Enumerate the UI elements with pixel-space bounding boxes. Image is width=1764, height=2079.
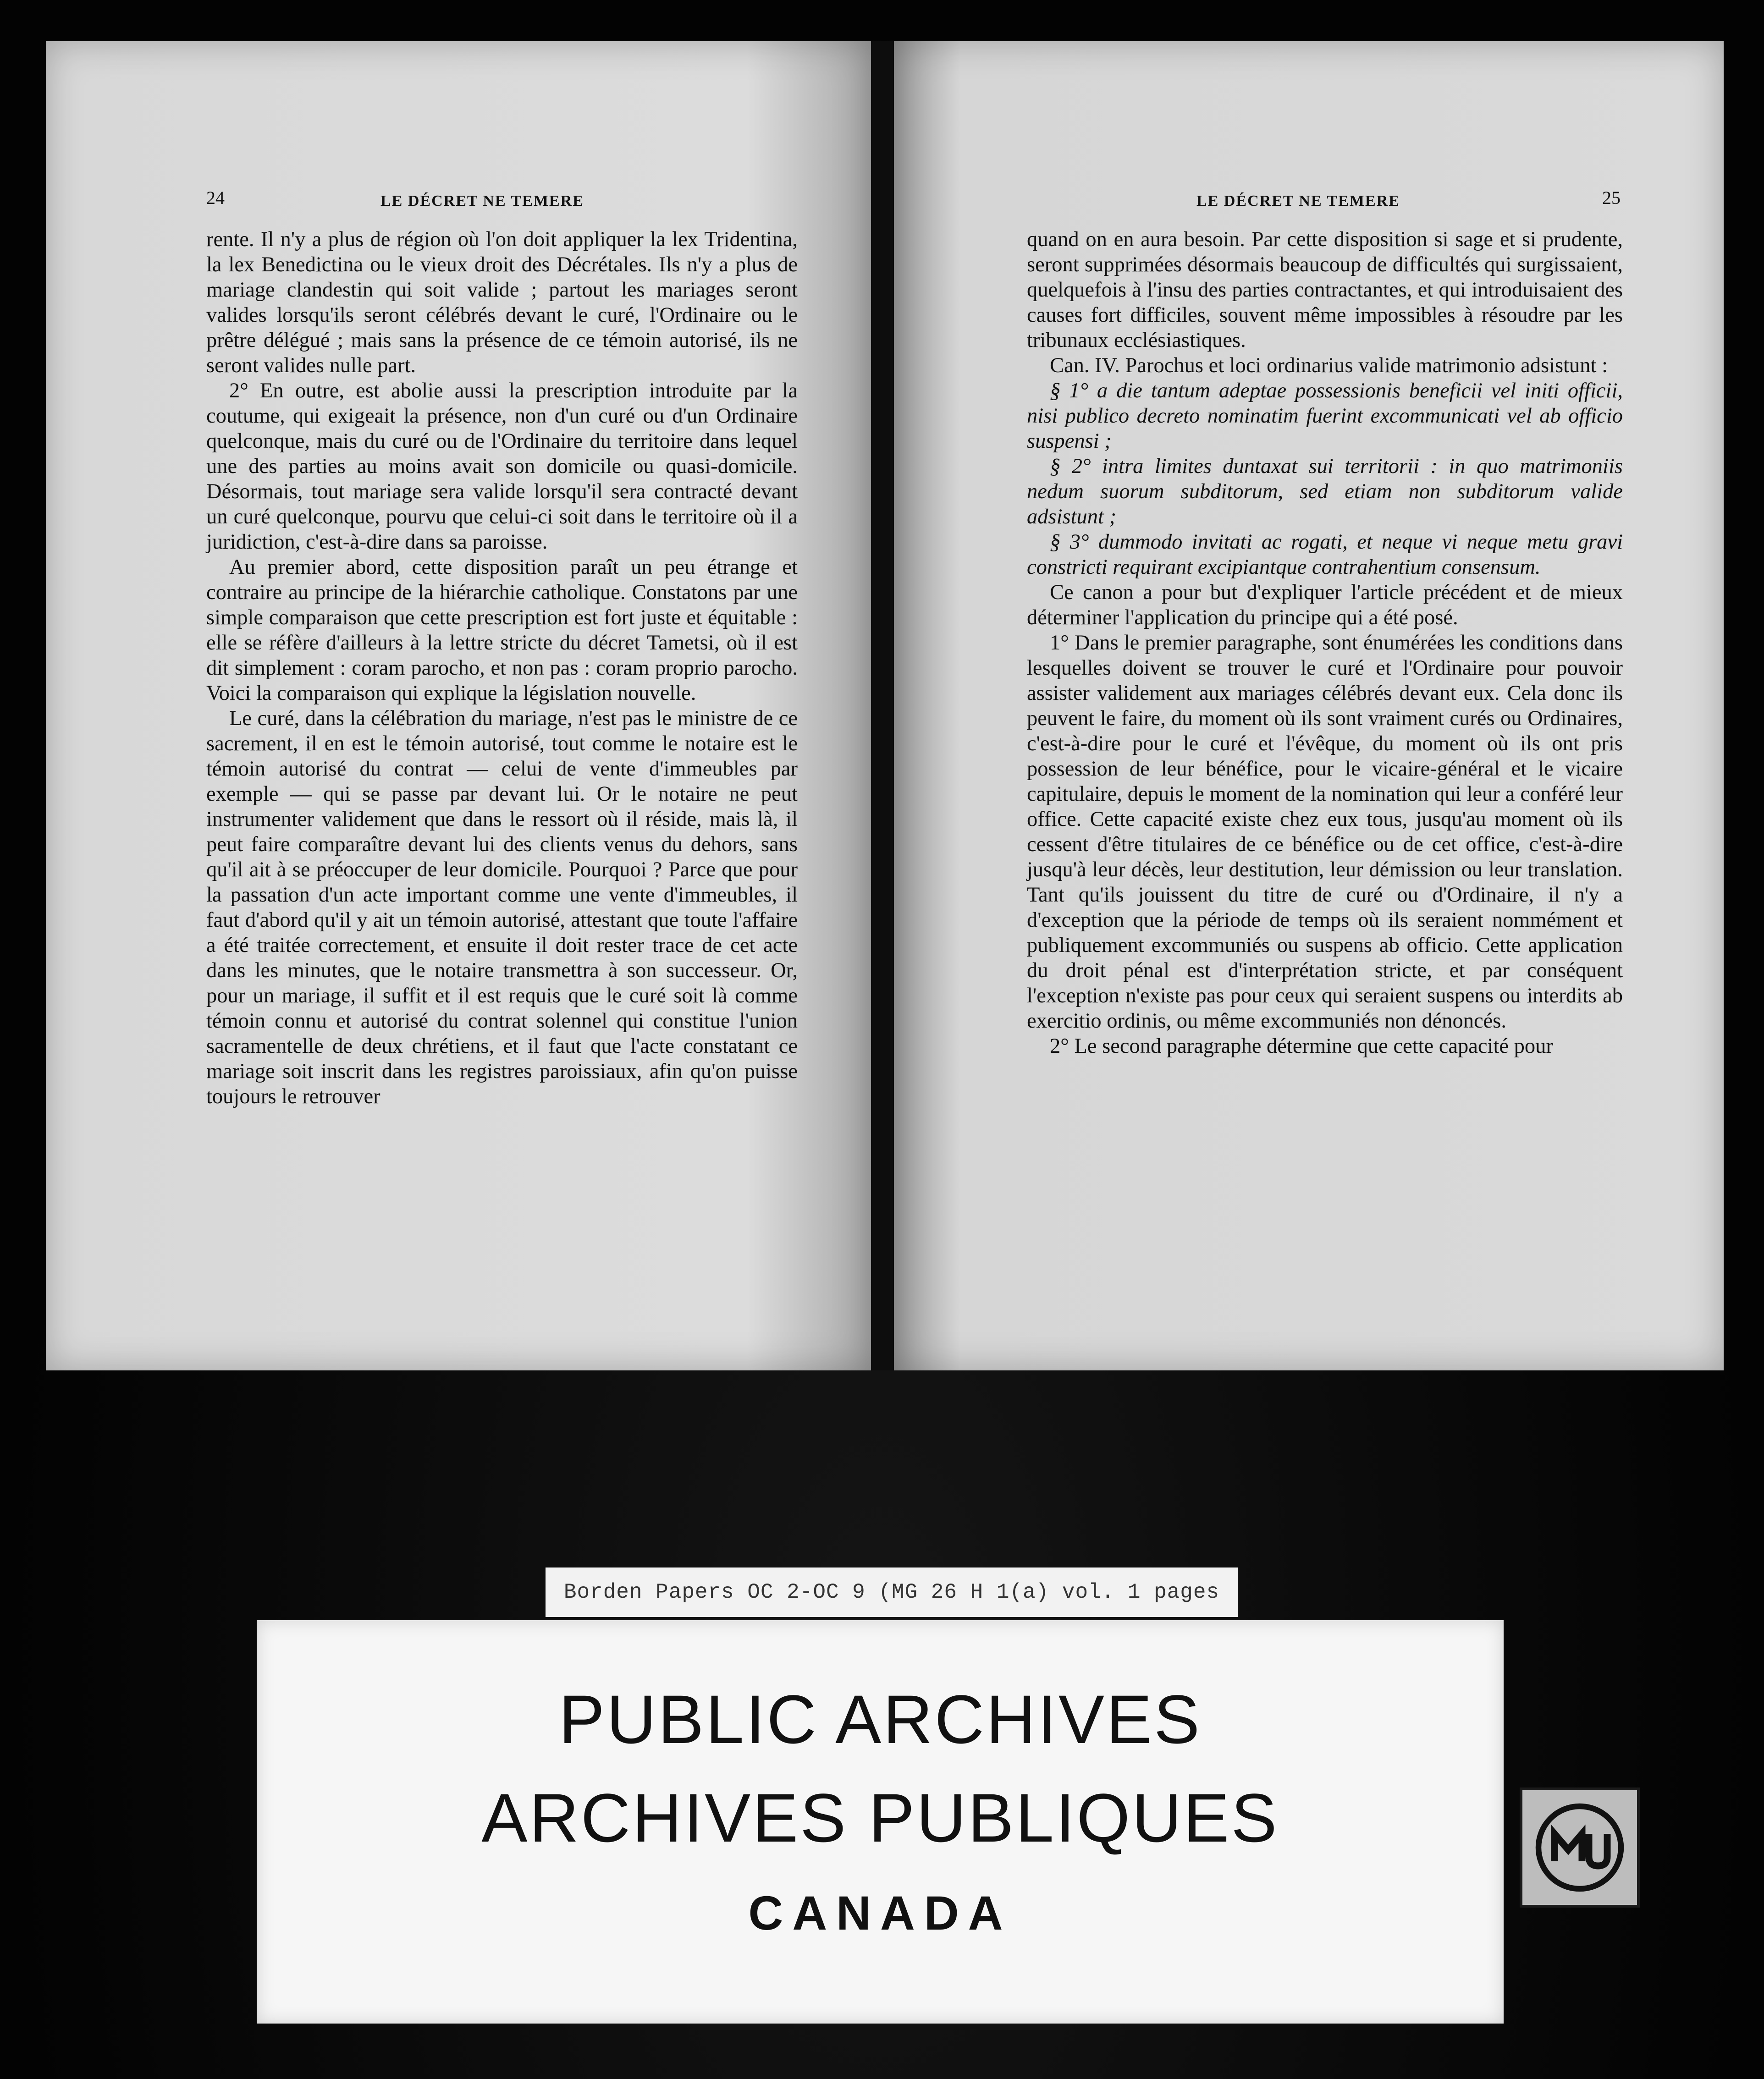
page-number: 25 [1602, 187, 1621, 208]
running-head: LE DÉCRET NE TEMERE [380, 192, 584, 209]
paragraph: Le curé, dans la célébration du mariage, n'est pas le ministre de ce sacrement, il en est le témoin autorisé, tout comme le notaire est le témoin autorisé du contrat — celui de vente d'immeubles par exemple — qui se passe par devant lui. Or le notaire ne peut instrumenter validement que dans le ressort où il réside, mais là, il peut faire comparaître devant lui des clients venus du dehors, sans qu'il ait à se préoccuper de leur domicile. Pourquoi ? Parce que pour la passation d'un acte important comme une vente d'immeubles, il faut d'abord qu'il y ait un témoin autorisé, attestant que toute l'affaire a été traitée correctement, et ensuite il doit rester trace de cet acte dans les minutes, que le notaire transmettra à son successeur. Or, pour un mariage, il suffit et il est requis que le curé soit là comme témoin connu et autorisé du contrat solennel qui constitue l'union sacramentelle de deux chrétiens, et il faut que l'acte constatant ce mariage soit inscrit dans les registres paroissiaux, afin qu'on puisse toujours le retrouver [206, 707, 798, 1108]
left-page [46, 41, 871, 1370]
paragraph: 2° Le second paragraphe détermine que cette capacité pour [1050, 1034, 1553, 1058]
paragraph: Au premier abord, cette disposition paraît un peu étrange et contraire au principe de la hiérarchie catholique. Constatons par une simple comparaison que cette prescription est fort juste et équitable : elle se réfère d'ailleurs à la lettre stricte du décret Tametsi, où il est dit simplement : coram parocho, et non pas : coram proprio parocho. Voici la comparaison qui explique la législation nouvelle. [206, 556, 798, 705]
paragraph: rente. Il n'y a plus de région où l'on doit appliquer la lex Tridentina, la lex Benedictina ou le vieux droit des Décrétales. Ils n'y a plus de mariage clandestin qui soit valide ; partout les mariages seront valides lorsqu'ils seront célébrés devant le curé, l'Ordinaire ou le prêtre délégué ; mais sans la présence de ce témoin autorisé, ils ne seront valides nulle part. [206, 228, 798, 377]
archive-title-en: PUBLIC ARCHIVES [558, 1681, 1202, 1758]
right-page [894, 41, 1724, 1370]
canon-section: § 2° intra limites duntaxat sui territorii : in quo matrimoniis nedum suorum subditorum, sed etiam non subditorum valide adsistunt ; [1027, 455, 1623, 528]
canon-section: § 3° dummodo invitati ac rogati, et neque vi neque metu gravi constricti requirant excipiantque contrahentium consensum. [1027, 530, 1623, 579]
running-head: LE DÉCRET NE TEMERE [1196, 192, 1400, 209]
paragraph: Ce canon a pour but d'expliquer l'article précédent et de mieux déterminer l'application du principe qui a été posé. [1027, 581, 1623, 629]
paragraph: 1° Dans le premier paragraphe, sont énumérées les conditions dans lesquelles doivent se trouver le curé et l'Ordinaire pour pouvoir assister validement aux mariages célébrés devant eux. Cela donc ils peuvent le faire, du moment où ils sont vraiment curés ou Ordinaires, c'est-à-dire pour le curé et l'évêque, du moment où ils ont pris possession de leur bénéfice, pour le vicaire-général et le vicaire capitulaire, depuis le moment de la nomination qui leur a conféré leur office. Cette capacité existe chez eux tous, jusqu'au moment où ils cessent d'être titulaires de ce bénéfice ou de cet office, c'est-à-dire jusqu'à leur décès, leur destitution, leur démission ou leur translation. Tant qu'ils jouissent du titre de curé ou d'Ordinaire, il n'y a d'exception que la période de temps où ils seraient nommément et publiquement excommuniés ou suspens ab officio. Cette application du droit pénal est d'interprétation stricte, et par conséquent l'exception n'existe pas pour ceux qui seraient suspens ou interdits ab exercitio ordinis, ou même excommuniés non dénoncés. [1027, 631, 1623, 1033]
body-text [206, 227, 798, 1109]
archive-country: CANADA [748, 1886, 1012, 1940]
page-number: 24 [206, 187, 225, 208]
canon-heading: Can. IV. Parochus et loci ordinarius valide matrimonio adsistunt : [1050, 354, 1608, 377]
paragraph: 2° En outre, est abolie aussi la prescription introduite par la coutume, qui exigeait la présence, non d'un curé ou d'un Ordinaire quelconque, mais du curé ou de l'Ordinaire du territoire dans lequel une des parties au moins avait son domicile ou quasi-domicile. Désormais, tout mariage sera valide lorsqu'il sera contracté devant un curé quelconque, pourvu que celui-ci soit dans le territoire où il a juridiction, c'est-à-dire dans sa paroisse. [206, 379, 798, 554]
paragraph: quand on en aura besoin. Par cette disposition si sage et si prudente, seront supprimées désormais beaucoup de difficultés qui surgissaient, quelquefois à l'insu des parties contractantes, et qui introduisaient des causes fort difficiles, souvent même impossibles à résoudre par les tribunaux ecclésiastiques. [1027, 228, 1623, 352]
archive-title-fr: ARCHIVES PUBLIQUES [481, 1779, 1279, 1856]
reference-label: Borden Papers OC 2-OC 9 (MG 26 H 1(a) vol. 1 pages [546, 1568, 1238, 1617]
canon-section: § 1° a die tantum adeptae possessionis beneficii vel initi officii, nisi publico decreto nominatim fuerint excommunicati vel ab officio suspensi ; [1027, 379, 1623, 453]
open-book [46, 41, 1724, 1370]
body-text [1027, 227, 1623, 1059]
archive-card [257, 1620, 1504, 2024]
book-gutter [871, 41, 894, 1370]
microfilm-logo-icon [1520, 1788, 1640, 1908]
